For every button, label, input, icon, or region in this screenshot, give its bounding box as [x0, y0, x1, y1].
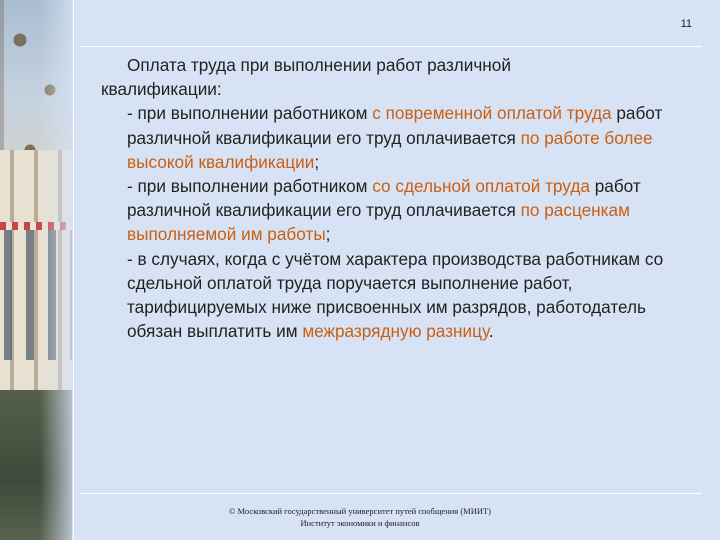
building-photo: [0, 0, 76, 540]
paragraph-grade-difference: [101, 247, 701, 344]
footer-institute: Институт экономики и финансов: [300, 518, 420, 528]
item3-post: .: [488, 321, 494, 342]
item1-post: ;: [314, 151, 320, 172]
top-divider: [80, 46, 702, 47]
item1-accent-rule: по работе более высокой квалификации: [127, 127, 653, 172]
slide-body: [101, 53, 701, 343]
left-divider: [73, 0, 74, 540]
footer: [150, 505, 570, 529]
heading-line: Оплата труда при выполнении работ различной: [127, 55, 511, 75]
footer-university: © Московский государственный университет путей сообщения (МИИТ): [228, 506, 492, 516]
heading-continuation: квалификации:: [101, 79, 222, 100]
paragraph-time-based: [101, 101, 701, 174]
item3-pre: - в случаях, когда с учётом характера производства работникам со сдельной оплатой труда поручается выполнение работ, тарифицируемых ниже присвоенных им разрядов, работодатель обязан выплатить им: [127, 248, 664, 342]
item1-accent-payment-type: с повременной оплатой труда: [372, 103, 612, 124]
item2-accent-payment-type: со сдельной оплатой труда: [372, 176, 590, 197]
bottom-divider: [80, 493, 702, 494]
slide-number: 11: [680, 18, 692, 30]
item3-accent-difference: межразрядную разницу: [302, 321, 489, 342]
photo-fade: [40, 0, 76, 540]
item1-mid: работ различной квалификации его труд оплачивается: [127, 103, 663, 148]
item2-post: ;: [325, 224, 331, 245]
item2-mid: работ различной квалификации его труд оплачивается: [127, 176, 641, 221]
item2-accent-rule: по расценкам выполняемой им работы: [127, 200, 630, 245]
item1-pre: - при выполнении работником: [127, 103, 373, 124]
item2-pre: - при выполнении работником: [127, 176, 373, 197]
paragraph-piece-rate: [101, 174, 701, 247]
